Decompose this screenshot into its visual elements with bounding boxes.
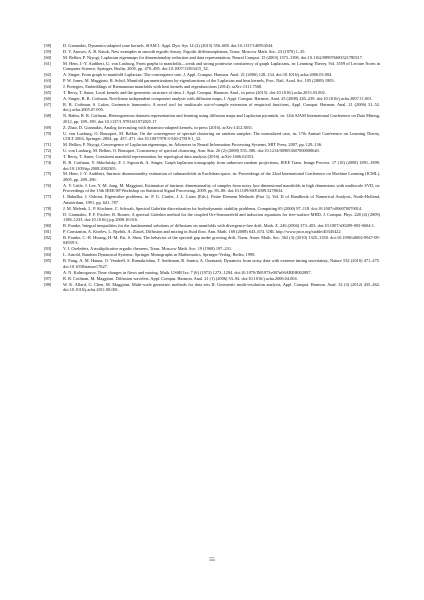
reference-text: W. K. Allard, G. Chen, M. Maggioni, Multi-scale geometric methods for data sets II: Geometric multi-resolution analysis, Appl. Comput. Harmon. Anal. 32 (3) (2012) 435–462. doi:10.1016/j.acha.2011.08.001. — [63, 281, 380, 293]
reference-number: [85] — [44, 258, 52, 264]
reference-entry — [44, 235, 380, 246]
reference-text: R. R. Coifman, S. Lafon, Geometric harmonics: A novel tool for multiscale out-of-sample extension of empirical functions, Appl. Comput. Harmon. Anal. 21 (2006) 31–52. doi:j.acha.2005.07.005. — [63, 102, 380, 113]
reference-number: [79] — [44, 211, 52, 217]
reference-number: [67] — [44, 102, 52, 108]
reference-entry — [44, 61, 380, 72]
reference-text: J. Portegies, Embeddings of Riemannian manifolds with heat kernels and eigenfunctions (2014). arXiv:1311.7568. — [63, 84, 263, 90]
reference-number: [64] — [44, 84, 52, 90]
reference-text: T. Berry, T. Sauer, Consistent manifold representation for topological data analysis (2016). arXiv:1606.02353. — [63, 154, 255, 160]
reference-number: [81] — [44, 229, 52, 234]
reference-number: [80] — [44, 223, 52, 229]
reference-entry — [44, 183, 380, 194]
reference-entry — [44, 270, 380, 275]
reference-text: P. W. Jones, M. Maggioni, R. Schul, Manifold parametrizations by eigenfunctions of the Laplacian and heat kernels, Proc. Natl. Acad. Sci. 105 (2008) 1803. — [63, 78, 335, 84]
reference-text: B. Fung, A. M. Hanna, O. Vendrell, S. Ramakrishna, T. Seideman, R. Santra, A. Ourmazd, Dynamics from noisy data with extreme timing uncertainty, Nature 532 (2016) 471–475. doi:10.1038/nature17627. — [63, 258, 380, 269]
reference-number: [78] — [44, 205, 52, 211]
reference-entry — [44, 55, 380, 60]
reference-entry — [44, 212, 380, 223]
reference-number: [88] — [44, 281, 52, 287]
reference-entry — [44, 276, 380, 281]
reference-number: [83] — [44, 246, 52, 252]
reference-text: A. Singer, R. R. Coifman, Non-linear independent component analysis with diffusion maps, J. Appl. Comput. Harmon. Anal. 25 (2008) 226–239. doi:10.1016/j.acha.2007.11.001. — [63, 96, 373, 102]
reference-entry — [44, 113, 380, 124]
reference-entry — [44, 43, 380, 48]
reference-number: [84] — [44, 252, 52, 258]
reference-text: J. M. Melenk, L. P. Kirchner, C. Schwab, Spectral Galerkin discretization for hydrodynamic stability problems, Computing 65 (2000) 97–118. doi:10.1007/s006070070014. — [63, 205, 363, 211]
reference-text: I. Babuška, J. Osborn, Eigenvalue problems, in: P. G. Ciarlet, J. L. Lions (Eds.), Finite Element Methods (Part 1), Vol. II of Handbook of Numerical Analysis, North-Holland, Amsterdam, 1991, pp. 641–787. — [63, 194, 380, 205]
reference-entry — [44, 160, 380, 171]
reference-number: [70] — [44, 130, 52, 136]
reference-text: D. Giannakis, Dynamics-adapted cone kernels, SIAM J. Appl. Dyn. Sys 14 (2) (2015) 556–608. doi:10.1137/140954544. — [63, 43, 274, 48]
reference-entry — [44, 223, 380, 228]
reference-entry — [44, 49, 380, 54]
reference-text: L. Arnold, Random Dynamical Systems, Springer Monographs in Mathematics, Springer-Verlag, Berlin, 1998. — [63, 252, 256, 258]
reference-entry — [44, 252, 380, 257]
reference-entry — [44, 96, 380, 101]
reference-entry — [44, 282, 380, 293]
reference-number: [60] — [44, 54, 52, 60]
reference-text: A. N. Kolmogorov, Time changes in flows and mixing, Math. USSR Izv. 7 (6) (1973) 1273–1294. doi:10.1070/IM1973v007n06ABEH002087. — [63, 269, 312, 275]
reference-entry — [44, 206, 380, 211]
reference-number: [69] — [44, 124, 52, 130]
page-number: 55 — [209, 557, 215, 563]
reference-entry — [44, 72, 380, 77]
reference-number: [66] — [44, 96, 52, 102]
reference-text: R. R. Coifman, M. Maggioni, Diffusion wavelets, Appl. Comput. Harmon. Anal. 21 (1) (2006) 53–94. doi:10.1016/j.acha.2006.04.004. — [63, 275, 298, 281]
reference-text: B. Franke, Integral inequalities for the fundamental solutions of diffusions on manifolds with divergence-free drift, Math. Z. 246 (2004) 373–403. doi:10.1007/s00209-003-0604-1. — [63, 223, 376, 229]
reference-number: [62] — [44, 72, 52, 78]
reference-text: R. R. Coifman, Y. Shkolnisky, F. J. Sigworth, A. Singer, Graph laplacian tomography from unknown random projections, IEEE Trans. Image Process. 17 (10) (2008) 1891–1899. doi:10.1109/tip.2008.2002305. — [63, 160, 380, 171]
reference-number: [68] — [44, 113, 52, 119]
reference-entry — [44, 90, 380, 95]
reference-entry — [44, 125, 380, 130]
reference-number: [65] — [44, 90, 52, 96]
reference-entry — [44, 131, 380, 142]
reference-number: [63] — [44, 78, 52, 84]
reference-number: [82] — [44, 234, 52, 240]
reference-entry — [44, 154, 380, 159]
reference-number: [86] — [44, 269, 52, 275]
reference-entry — [44, 78, 380, 83]
reference-text: N. Rabin, R. R. Coifman, Heterogeneous datasets representation and learning using diffusion maps and Laplacian pyramids, in: 12th SIAM International Conference on Data Mining, 2012, pp. 189–199. doi:10.1137/1.9781611972825.17. — [63, 113, 380, 124]
reference-number: [87] — [44, 275, 52, 281]
reference-text: A. Singer, From graph to manifold Laplacian: The convergence rate, J. Appl. Comput. Harmon. Anal. 21 (2006) 128–134. doi:10.1016/j.acha.2006.03.004. — [63, 72, 333, 78]
reference-entry — [44, 194, 380, 205]
reference-number: [59] — [44, 48, 52, 54]
reference-number: [73] — [44, 154, 52, 160]
reference-number: [77] — [44, 194, 52, 200]
reference-text: D. V. Anosov, A. B. Katok, New examples in smooth ergodic theory. Ergodic diffeomorphisms, Trans. Moscow Math. Soc. 23 (1970) 1–35. — [63, 48, 306, 54]
reference-number: [61] — [44, 60, 52, 66]
reference-text: V. I. Oseledets, A multiplicative ergodic theorem, Trans. Moscow Math. Soc. 19 (1968) 197–231. — [63, 246, 233, 252]
reference-text: Z. Zhao, D. Giannakis, Analog forecasting with dynamics-adapted kernels, in press (2016). arXiv:1412.3831. — [63, 124, 254, 130]
reference-text: M. Belkin, P. Niyogi, Convergence of Laplacian eigenmaps, in: Advances in Neural Information Processing Systems, MIT Press, 2007, pp. 129–136. — [63, 142, 323, 148]
reference-number: [72] — [44, 148, 52, 154]
reference-entry — [44, 102, 380, 113]
reference-text: D. Giannakis, P. F. Fischer, R. Rosner, A spectral Galerkin method for the coupled Orr-Sommerfeld and induction equations for free-surface MHD, J. Comput. Phys. 228 (4) (2009) 1188–1233. doi:10.1016/j.jcp.2008.10.016. — [63, 211, 380, 223]
reference-entry — [44, 258, 380, 269]
reference-text: P. Constantin, A. Kiselev, L. Ryzhik, A. Zlatoš, Diffusion and mixing in fluid flow, Ann. Math. 168 (2008) 643–674. URL http://www.jstor.org/stable/40345422 — [63, 229, 341, 234]
reference-number: [76] — [44, 182, 52, 188]
reference-number: [74] — [44, 160, 52, 166]
reference-entry — [44, 84, 380, 89]
reference-text: U. von Luxburg, O. Bousquet, M. Belkin, On the convergence of spectral clustering on random samples: The normalized case, in: 17th Annual Conference on Learning Theory, COLT 2004, Springer, 2004, pp. 457–471. doi:10.1007/978-3-540-27819-1_32. — [63, 130, 380, 142]
reference-entry — [44, 246, 380, 251]
reference-entry — [44, 142, 380, 147]
reference-entry — [44, 148, 380, 153]
reference-entry — [44, 229, 380, 234]
reference-text: T. Berry, T. Sauer, Local kernels and the geometric structure of data, J. Appl. Comput. Harmon. Anal., in press (2015). doi:10.1016/j.acha.2015.03.002. — [63, 90, 326, 96]
reference-text: U. von Luxburg, M. Belkin, O. Bousquet, Consistency of spectral clustering, Ann. Stat. 26 (2) (2008) 555–586. doi:10.1214/009053607000000640. — [63, 148, 320, 154]
reference-text: A. V. Little, J. Lee, Y.-M. Jung, M. Maggioni, Estimation of intrinsic dimensionality of samples from noisy low-dimensional manifolds in high dimensions with multiscale SVD, in: Proceedings of the 15th IEEE/SP Workshop on Statistical Signal Processing, 2009, pp. 85–88. doi:10.1109/SSP.2009.5278634. — [63, 182, 380, 194]
reference-number: [75] — [44, 171, 52, 177]
reference-entry — [44, 171, 380, 182]
reference-text: M. Belkin, P. Niyogi, Laplacian eigenmaps for dimensionality reduction and data representation, Neural Comput. 15 (2003) 1373–1396. doi:10.1162/089976603321780317. — [63, 54, 363, 60]
reference-text: M. Hein, J.-Y. Audibert, U. von Luxburg, From graphs to manifolds—weak and strong pointwise consistency of graph Laplacians, in: Learning Theory, Vol. 3559 of Lecture Notes in Computer Science, Springer, Berlin, 2005, pp. 470–485. doi:10.1007/11503415_32. — [63, 60, 380, 72]
reference-text: M. Hein, J.-Y. Audibert, Intrinsic dimensionality estimation of submanifolds in Euclidean space, in: Proceedings of the 22nd International Conference on Machine Learning (ICML), 2005, pp. 289–296. — [63, 171, 380, 182]
reference-number: [58] — [44, 43, 52, 48]
reference-number: [71] — [44, 142, 52, 148]
reference-text: B. Franke, C.-R. Hwang, H.-M. Pai, S. Sheu, The behavior of the spectral gap under growing drift, Trans. Amer. Math. Soc. 362 (3) (2010) 1325–1350. doi:10.1090/s0002-9947-09-04939-3. — [63, 234, 380, 246]
reference-list — [44, 43, 380, 293]
